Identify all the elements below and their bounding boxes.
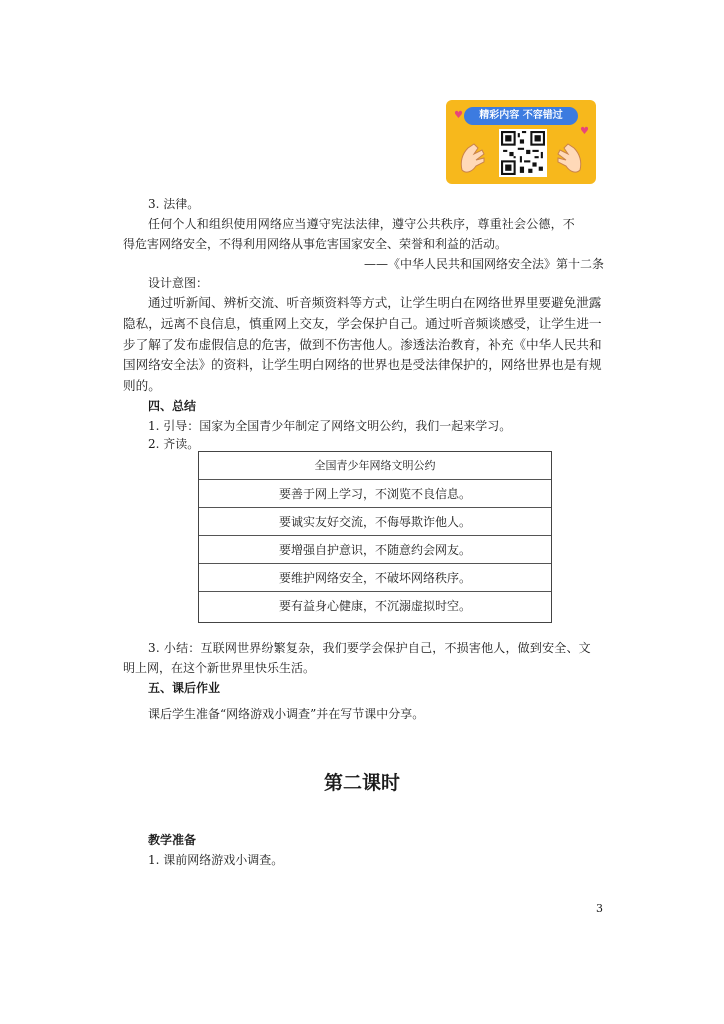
homework-text: 课后学生准备“网络游戏小调查”并在写节课中分享。 [148,707,425,721]
qr-code-icon[interactable] [499,129,547,177]
section-heading: 四、总结 [148,399,197,413]
design-line: 隐私，远离不良信息，慎重网上交友，学会保护自己。通过听音频谈感受，让学生进一 [123,316,602,331]
table-row: 要维护网络安全，不破坏网络秩序。 [199,564,551,592]
design-line: 通过听新闻、辨析交流、听音频资料等方式，让学生明白在网络世界里要避免泄露 [148,295,602,310]
list-item: 2. 齐读。 [148,437,200,451]
summary-line: 3. 小结：互联网世界纷繁复杂，我们要学会保护自己，不损害他人，做到安全、文 [148,641,591,655]
law-citation: ——《中华人民共和国网络安全法》第十二条 [363,257,604,271]
table-row: 要诚实友好交流，不侮辱欺诈他人。 [199,508,551,536]
convention-table [198,451,552,623]
design-line: 国网络安全法》的资料，让学生明白网络的世界也是受法律保护的，网络世界也是有规 [123,357,602,372]
table-title: 全国青少年网络文明公约 [199,452,551,480]
banner-title: 精彩内容 不容错过 [464,107,578,125]
list-item: 1. 引导：国家为全国青少年制定了网络文明公约，我们一起来学习。 [148,419,512,433]
clapping-hands-left-icon [456,140,492,176]
section-heading: 五、课后作业 [148,681,221,695]
summary-line: 明上网，在这个新世界里快乐生活。 [123,661,316,675]
design-label: 设计意图： [148,276,209,290]
heart-icon: ♥ [580,126,589,137]
list-item: 1. 课前网络游戏小调查。 [148,853,284,867]
heart-icon: ♥ [454,110,463,121]
law-text-line: 得危害网络安全，不得利用网络从事危害国家安全、荣誉和利益的活动。 [123,237,508,251]
law-text-line: 任何个人和组织使用网络应当遵守宪法法律，遵守公共秩序，尊重社会公德，不 [148,217,576,231]
table-row: 要有益身心健康，不沉溺虚拟时空。 [278,599,471,613]
design-line: 步了解了发布虚假信息的危害，做到不伤害他人。渗透法治教育，补充《中华人民共和 [123,337,602,352]
lesson-title: 第二课时 [323,772,400,794]
promo-banner[interactable] [446,100,596,184]
table-row: 要增强自护意识，不随意约会网友。 [199,536,551,564]
table-row: 要善于网上学习，不浏览不良信息。 [199,480,551,508]
section-heading: 教学准备 [148,833,197,847]
clapping-hands-right-icon [550,140,586,176]
design-line: 则的。 [123,378,161,393]
law-heading: 3. 法律。 [148,197,200,211]
page-number: 3 [596,902,603,915]
